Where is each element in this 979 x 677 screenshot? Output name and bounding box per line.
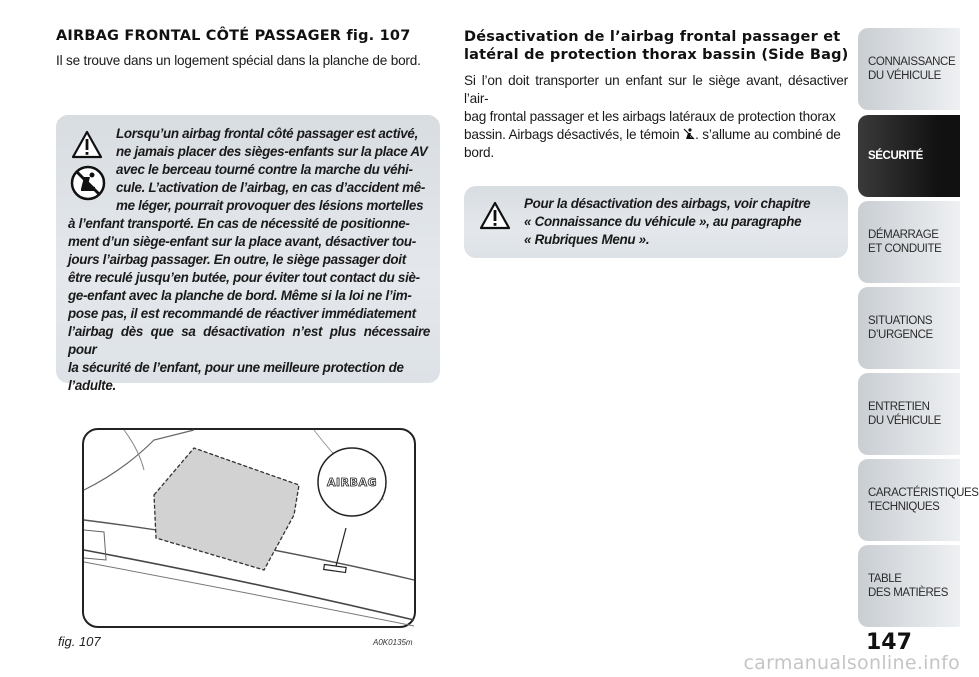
warning-line: « Connaissance du véhicule », au paragraphe [524, 214, 802, 229]
airbag-off-warning-light-icon [683, 128, 695, 140]
body-line: Si l’on doit transporter un enfant sur le siège avant, désactiver l’air- [464, 73, 848, 106]
tab-label: TABLE [868, 573, 902, 585]
tab-label: D’URGENCE [868, 329, 933, 341]
tab-label: DES MATIÈRES [868, 587, 948, 599]
tab-label: DÉMARRAGE [868, 229, 939, 241]
no-child-seat-airbag-icon [70, 165, 106, 201]
body-line-with-icon [464, 126, 848, 144]
tab-label: DU VÉHICULE [868, 415, 941, 427]
page-number: 147 [866, 630, 912, 655]
child-seat-warning-box [56, 115, 440, 393]
warning-text-full [68, 215, 430, 395]
warning-line: à l’enfant transporté. En cas de nécessité de positionne- [68, 216, 410, 231]
tab-label: DU VÉHICULE [868, 70, 941, 82]
warning-text-indented [116, 125, 430, 215]
warning-line: avec le berceau tourné contre la marche du véhi- [116, 162, 413, 177]
warning-line: « Rubriques Menu ». [524, 232, 650, 247]
figure-107-illustration [82, 428, 416, 628]
tab-entretien-du-vehicule[interactable] [858, 373, 960, 455]
warning-line: ment d’un siège-enfant sur la place avant, désactiver tou- [68, 234, 416, 249]
tab-demarrage-et-conduite[interactable] [858, 201, 960, 283]
tab-label: ET CONDUITE [868, 243, 942, 255]
warning-line: pose pas, il est recommandé de réactiver immédiatement [68, 306, 416, 321]
watermark-text: carmanualsonline.info [743, 652, 960, 674]
dashboard-airbag-drawing [84, 430, 414, 626]
tab-label: ENTRETIEN [868, 401, 930, 413]
warning-line: être reculé jusqu’en butée, pour éviter tout contact du siè- [68, 270, 420, 285]
heading-line: latéral de protection thorax bassin (Side Bag) [464, 47, 849, 63]
deactivation-warning-text [524, 195, 838, 249]
intro-text: Il se trouve dans un logement spécial dans la planche de bord. [56, 53, 421, 68]
tab-situations-d-urgence[interactable] [858, 287, 960, 369]
warning-line: l’adulte. [68, 378, 116, 393]
body-line: bord. [464, 145, 494, 160]
warning-line: cule. L’activation de l’airbag, en cas d’accident mê- [116, 180, 426, 195]
warning-line: jours l’airbag passager. En outre, le siège passager doit [68, 252, 406, 267]
warning-line: ge-enfant avec la planche de bord. Même si la loi ne l’im- [68, 288, 412, 303]
tab-label: SÉCURITÉ [868, 150, 923, 162]
warning-line: Lorsqu’un airbag frontal côté passager est activé, [116, 126, 419, 141]
figure-code: A0K0135m [373, 638, 413, 647]
body-line: . s’allume au combiné de [695, 127, 841, 142]
section-heading-deactivation [464, 28, 849, 64]
deactivation-warning-box [464, 186, 848, 258]
heading-line: Désactivation de l’airbag frontal passager et [464, 29, 841, 45]
figure-caption: fig. 107 [58, 634, 101, 649]
tab-connaissance-du-vehicule[interactable] [858, 28, 960, 110]
warning-line: ne jamais placer des sièges-enfants sur la place AV [116, 144, 428, 159]
warning-line: l’airbag dès que sa désactivation n’est plus nécessaire pour [68, 324, 430, 357]
warning-line: la sécurité de l’enfant, pour une meilleure protection de [68, 360, 404, 375]
tab-caracteristiques-techniques[interactable] [858, 459, 979, 541]
tab-label: TECHNIQUES [868, 501, 940, 513]
body-line: bassin. Airbags désactivés, le témoin [464, 127, 680, 142]
airbag-badge-label: AIRBAG [326, 476, 378, 489]
warning-line: Pour la désactivation des airbags, voir chapitre [524, 196, 811, 211]
section-heading-passenger-airbag: AIRBAG FRONTAL CÔTÉ PASSAGER fig. 107 [56, 28, 411, 44]
tab-label: CARACTÉRISTIQUES [868, 487, 979, 499]
warning-triangle-icon [480, 202, 510, 229]
deactivation-body-text [464, 72, 848, 162]
warning-line: me léger, pourrait provoquer des lésions mortelles [116, 198, 424, 213]
body-line: bag frontal passager et les airbags latéraux de protection thorax [464, 109, 836, 124]
tab-label: SITUATIONS [868, 315, 933, 327]
tab-table-des-matieres[interactable] [858, 545, 960, 627]
tab-label: CONNAISSANCE [868, 56, 956, 68]
tab-securite[interactable] [858, 115, 960, 197]
warning-triangle-icon [72, 131, 102, 158]
